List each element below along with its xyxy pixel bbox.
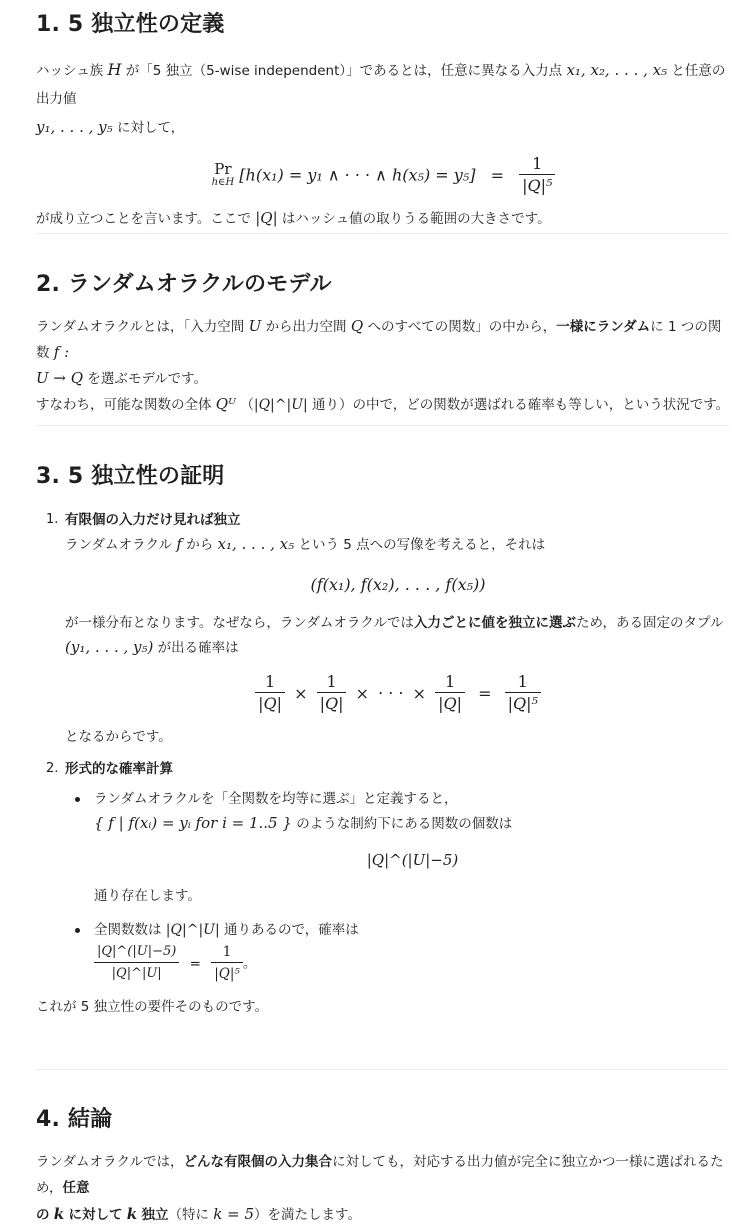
fraction-one-over-q5: $\frac{1}{\text{|Q|⁵}}$ [519,154,555,197]
proof-conclusion: これが 5 独立性の要件そのものです。 [36,999,269,1015]
divider-3 [36,1069,729,1070]
divider-2 [36,425,729,426]
step-1-heading: 有限個の入力だけ見れば独立 [65,512,241,528]
def-text-d: に対して， [116,120,185,136]
equals-sign: = [490,165,504,185]
divider-1 [36,233,729,234]
section-conclusion [36,1105,731,1228]
section-definition [36,10,731,231]
section-2-title: 2. ランダムオラクルのモデル [36,272,332,297]
count-equation: |Q|^(|U|−5) [366,851,459,869]
pr-operator: Pr h∈H [211,159,235,188]
model-paragraph: ランダムオラクルとは，「入力空間 U から出力空間 Q へのすべての関数」の中から，一様にランダムに 1 つの関数 f : U → Q を選ぶモデルです。 すなわち，可能な関数の全体 Qᵁ （|Q|^|U| 通り）の中で，どの関数が選ばれる確率も等しい，という状況です。 [36,317,730,413]
pr-event: [h(x₁) = y₁ ∧ · · · ∧ h(x₅) = y₅] [239,165,476,185]
def-text-a: ハッシュ族 [36,63,104,79]
definition-equation [36,154,731,202]
def-text-b: が「5 独立（5-wise independent）」であるとは，任意に異なる入力点 [125,63,563,79]
section-1-title: 1. 5 独立性の定義 [36,12,225,37]
section-proof [36,462,731,1019]
bullet-probability: 全関数数は |Q|^|U| 通りあるので，確率は $\frac{|Q|\^{}(|U|-5)}{|Q|\^{}|U|}$ = $\frac{1}{\text{|Q|⁵}}$ 。 [65,918,731,985]
def-text-c: と任意の出力値 [36,63,726,107]
tuple-equation: (f(x₁), f(x₂), . . . , f(x₅)) [310,575,486,594]
section-random-oracle-model [36,270,731,418]
math-Q-size: |Q| [255,209,278,227]
conclusion-paragraph: ランダムオラクルでは，どんな有限個の入力集合に対しても，対応する出力値が完全に独立かつ一様に選ばれるため，任意 の k に対して k 独立（特に k = 5）を満たします。 [36,1154,724,1223]
definition-paragraph [36,56,731,142]
independent-choice-emphasis: 入力ごとに値を独立に選ぶ [413,615,576,631]
proof-step-1: 1. 有限個の入力だけ見れば独立 ランダムオラクル f から x₁, . . . , x₅ という 5 点への写像を考えると，それは (f(x₁), f(x₂), . . . , f(x₅)) が一様分布となります。なぜなら，ランダムオラクルでは入力ごとに値を独立に選ぶため，ある固定のタプル (y₁, . . . , y₅) が出る確率は $\frac{1}{|Q|}$ × $\frac{1}{|Q|}$ × · · · × $\frac{1}{|Q|}$ = $\frac{1}{\text{|Q|⁵}}$ となるからです。 [36,508,731,749]
prob-fraction: $\frac{|Q|\^{}(|U|-5)}{|Q|\^{}|U|}$ [94,942,179,985]
math-H: H [107,60,122,79]
math-x-list: x₁, x₂, . . . , x₅ [566,61,668,79]
section-4-title: 4. 結論 [36,1107,113,1132]
proof-steps [36,508,731,985]
step-2-heading: 形式的な確率計算 [65,761,173,777]
bullet-constraint-count: ランダムオラクルを「全関数を均等に選ぶ」と定義すると， { f | f(xᵢ) = yᵢ for i = 1..5 } のような制約下にある関数の個数は |Q|^(|U|−5) 通り存在します。 [65,787,731,908]
proof-step-2: 2. 形式的な確率計算 ランダムオラクルを「全関数を均等に選ぶ」と定義すると， { f | f(xᵢ) = yᵢ for i = 1..5 } のような制約下にある関数の個数は |Q|^(|U|−5) 通り存在します。 全関数数は |Q|^|U| 通りあるので，確率は $\frac{|Q|\^{}(|U|-5)}{|Q|\^{}|U|}$ = $\frac{1}{\text{|Q|⁵}}$ 。 [36,757,731,985]
section-3-title: 3. 5 独立性の証明 [36,464,225,489]
uniform-random-emphasis: 一様にランダム [556,319,651,335]
step-2-bullets [65,787,731,985]
definition-note: が成り立つことを言います。ここで |Q| はハッシュ値の取りうる範囲の大きさです。 [36,209,551,227]
math-y-list: y₁, . . . , y₅ [36,118,113,136]
product-equation: $\frac{1}{|Q|}$ × $\frac{1}{|Q|}$ × · · · × $\frac{1}{|Q|}$ = $\frac{1}{\text{|Q|⁵}}$ [65,672,731,715]
